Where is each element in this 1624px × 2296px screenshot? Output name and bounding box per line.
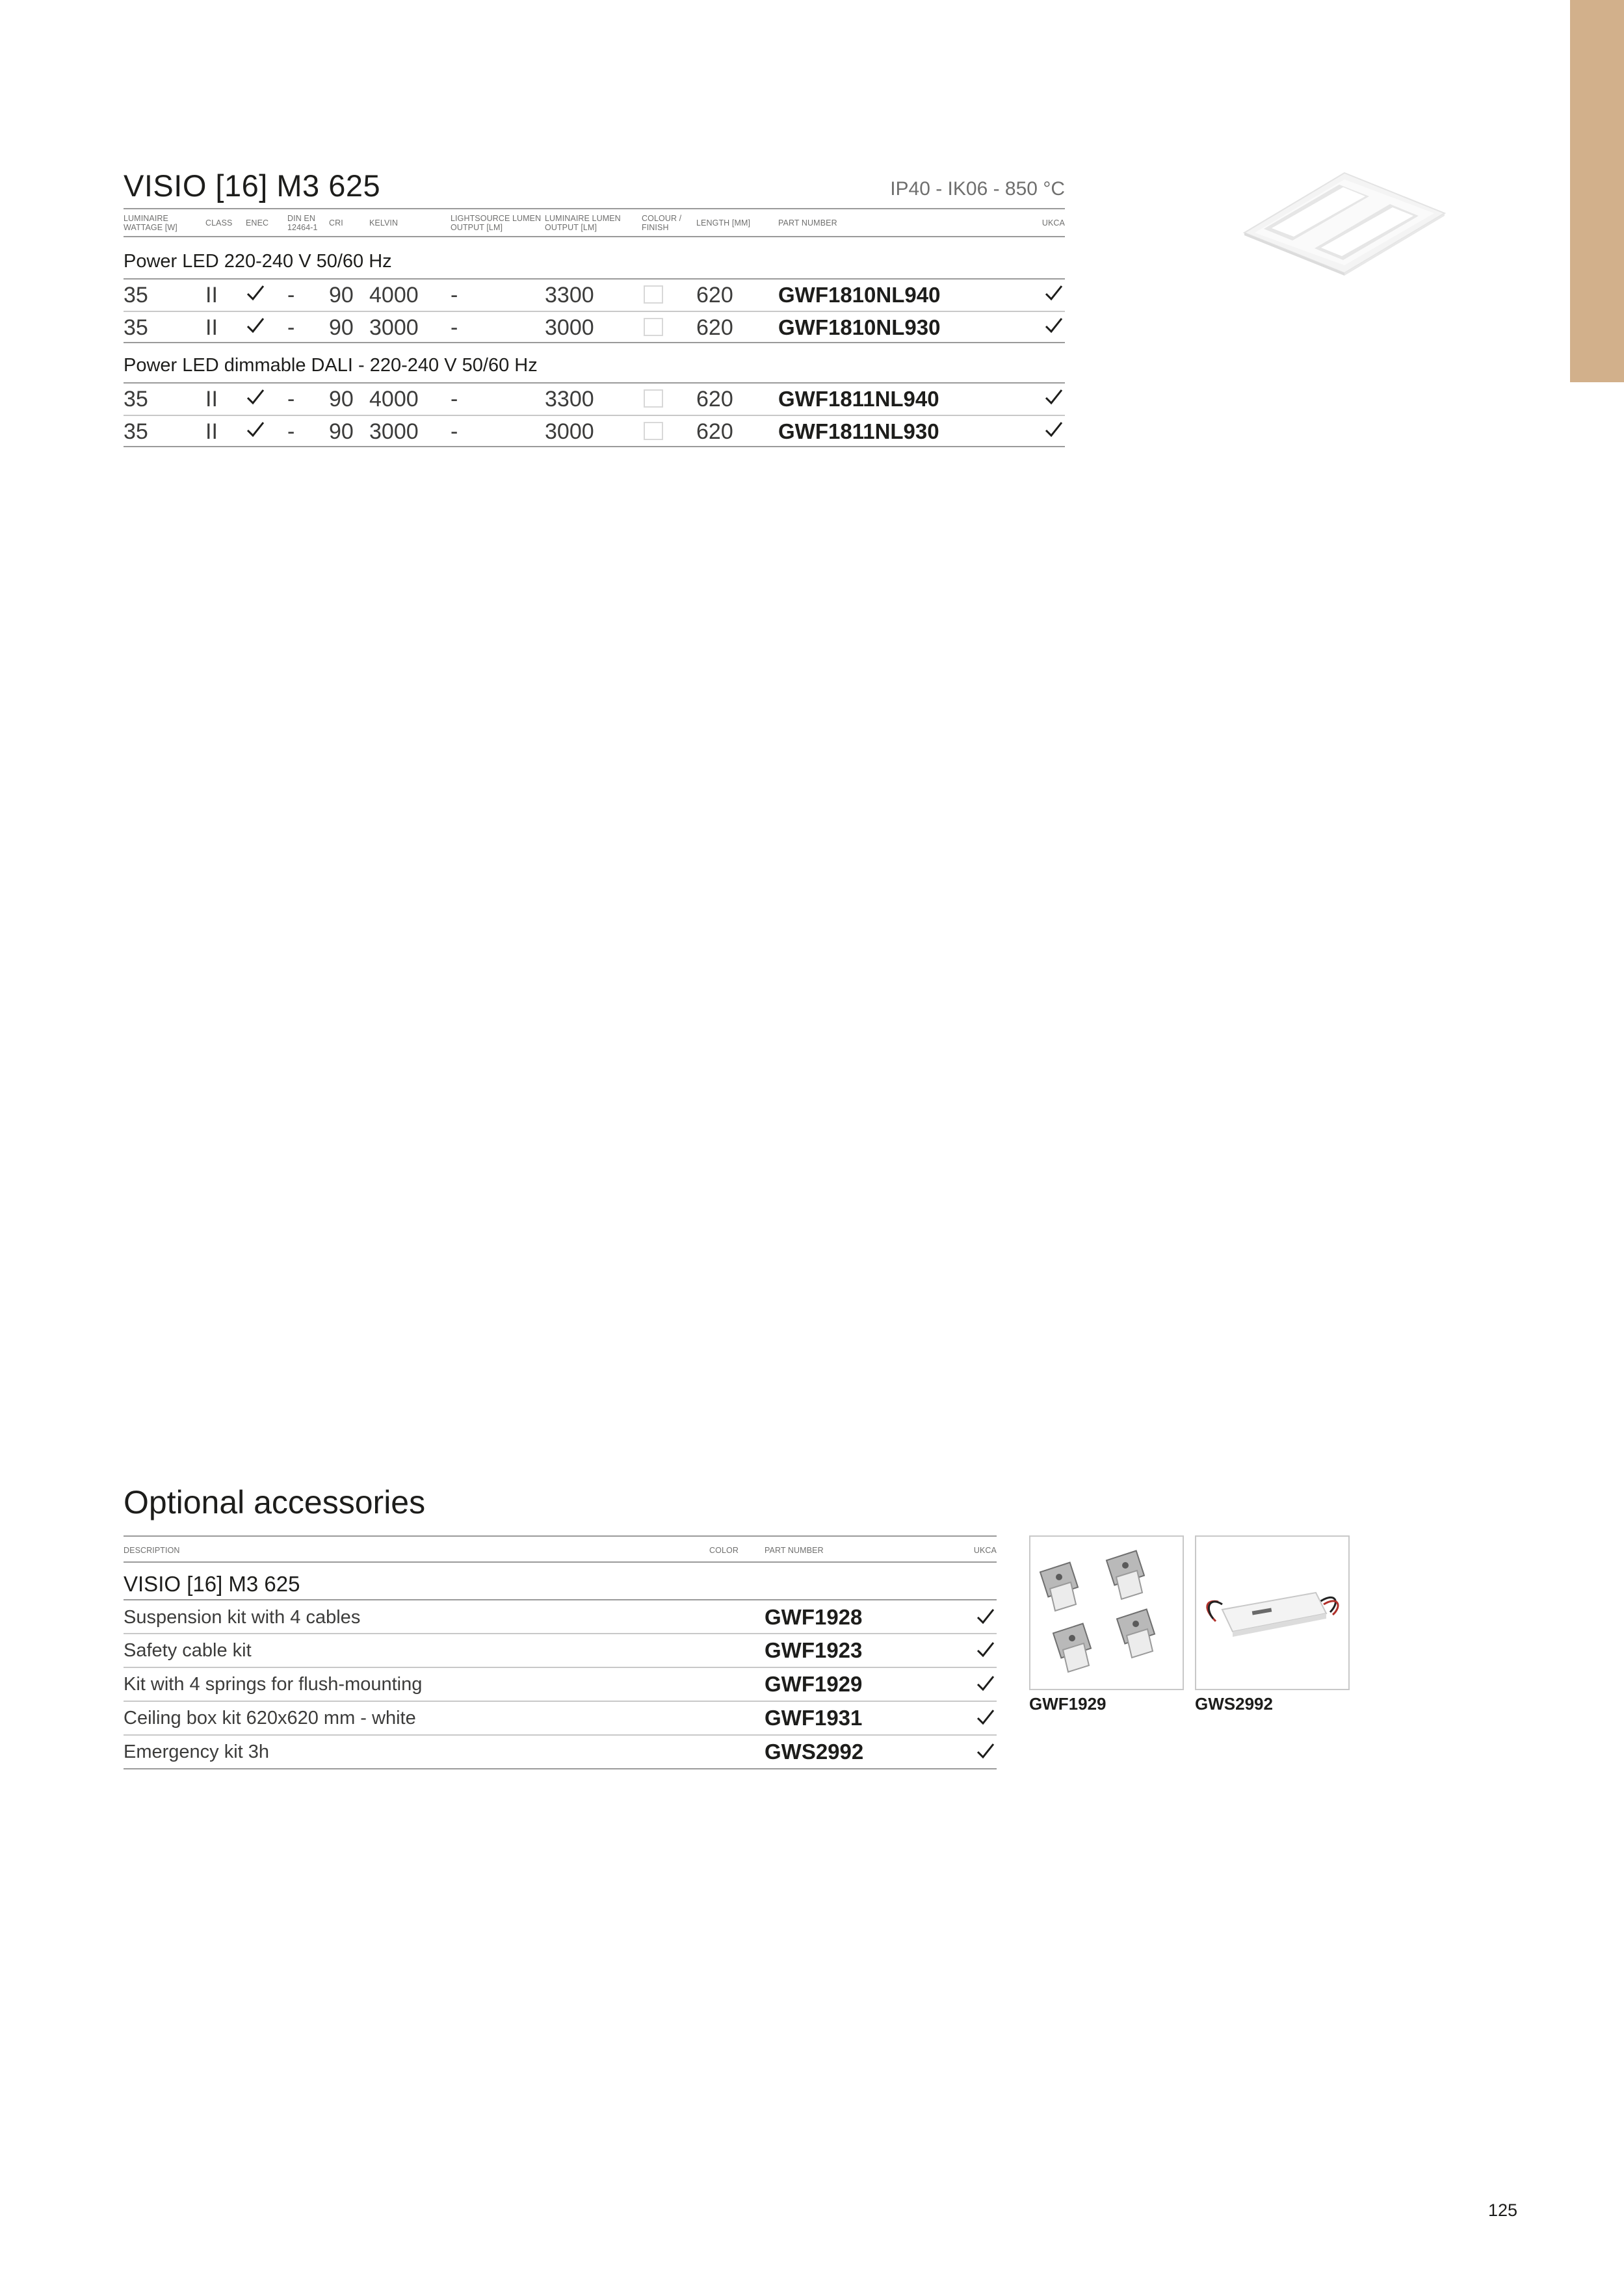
cell-part-number: GWF1810NL930 [778, 315, 941, 339]
thumbnail-caption: GWF1929 [1029, 1694, 1107, 1714]
table-row [124, 384, 1065, 415]
cell-cri: 90 [329, 387, 354, 411]
cell-class: II [205, 283, 218, 307]
header-ukca: UKCA [1041, 218, 1065, 228]
table-row [124, 280, 1065, 311]
colour-swatch [644, 389, 663, 408]
cell-class: II [205, 419, 218, 444]
group-label: Power LED 220-240 V 50/60 Hz [124, 251, 392, 272]
ukca-check-icon [1044, 387, 1064, 407]
thumbnail-gws2992 [1195, 1535, 1350, 1690]
enec-check-icon [246, 316, 265, 335]
cell-kelvin: 4000 [369, 283, 419, 307]
cell-wattage: 35 [124, 283, 148, 307]
list-item [124, 1735, 997, 1769]
acc-bottom-rule [124, 1768, 997, 1769]
cell-din: - [287, 315, 295, 340]
ukca-check-icon [976, 1742, 995, 1761]
enec-check-icon [246, 283, 265, 303]
cell-cri: 90 [329, 315, 354, 340]
cell-class: II [205, 315, 218, 340]
acc-header-color: COLOR [709, 1546, 739, 1555]
cell-cri: 90 [329, 283, 354, 307]
cell-lightsource-lumen: - [451, 315, 458, 340]
cell-lightsource-lumen: - [451, 419, 458, 444]
thumbnail-gwf1929 [1029, 1535, 1184, 1690]
header-colour-finish: COLOUR / FINISH [642, 214, 682, 232]
list-item [124, 1701, 997, 1735]
acc-top-rule [124, 1535, 997, 1537]
ukca-check-icon [976, 1607, 995, 1626]
header-lightsource-lumen: LIGHTSOURCE LUMEN OUTPUT [LM] [451, 214, 542, 232]
table-row [124, 416, 1065, 447]
accessories-title: Optional accessories [124, 1484, 426, 1520]
header-length: LENGTH [MM] [696, 218, 751, 228]
acc-description: Suspension kit with 4 cables [124, 1607, 361, 1628]
cell-cri: 90 [329, 419, 354, 444]
cell-wattage: 35 [124, 315, 148, 340]
cell-luminaire-lumen: 3300 [545, 387, 594, 411]
header-din: DIN EN 12464-1 [287, 214, 318, 232]
header-kelvin: KELVIN [369, 218, 399, 228]
acc-part-number: GWS2992 [765, 1740, 864, 1764]
cell-length: 620 [696, 387, 733, 411]
header-wattage: LUMINAIRE WATTAGE [W] [124, 214, 177, 232]
cell-wattage: 35 [124, 419, 148, 444]
acc-header-description: DESCRIPTION [124, 1546, 180, 1555]
colour-swatch [644, 422, 663, 440]
page-number: 125 [1488, 2200, 1518, 2220]
ukca-check-icon [976, 1708, 995, 1727]
acc-description: Kit with 4 springs for flush-mounting [124, 1674, 423, 1695]
cell-wattage: 35 [124, 387, 148, 411]
header-luminaire-lumen: LUMINAIRE LUMEN OUTPUT [LM] [545, 214, 621, 232]
colour-swatch [644, 285, 663, 304]
enec-check-icon [246, 420, 265, 439]
cell-length: 620 [696, 315, 733, 340]
ukca-check-icon [976, 1640, 995, 1660]
spring-clips-image [1030, 1537, 1183, 1689]
cell-lightsource-lumen: - [451, 387, 458, 411]
cell-kelvin: 4000 [369, 387, 419, 411]
cell-luminaire-lumen: 3000 [545, 419, 594, 444]
acc-part-number: GWF1931 [765, 1706, 863, 1730]
header-part-number: PART NUMBER [778, 218, 837, 228]
header-enec: ENEC [246, 218, 269, 228]
header-cri: CRI [329, 218, 343, 228]
ukca-check-icon [976, 1674, 995, 1693]
cell-part-number: GWF1811NL940 [778, 387, 939, 411]
enec-check-icon [246, 387, 265, 407]
cell-din: - [287, 419, 295, 444]
table-top-rule [124, 208, 1065, 209]
ukca-check-icon [1044, 420, 1064, 439]
cell-din: - [287, 387, 295, 411]
acc-description: Emergency kit 3h [124, 1742, 270, 1762]
group-bottom-rule [124, 342, 1065, 343]
product-image [1242, 170, 1447, 276]
thumbnail-caption: GWS2992 [1195, 1694, 1273, 1714]
cell-class: II [205, 387, 218, 411]
acc-part-number: GWF1928 [765, 1605, 863, 1629]
cell-kelvin: 3000 [369, 315, 419, 340]
group-label: Power LED dimmable DALI - 220-240 V 50/60 Hz [124, 355, 538, 376]
acc-header-part-number: PART NUMBER [765, 1546, 824, 1555]
colour-swatch [644, 318, 663, 336]
accessories-table [124, 1535, 997, 1769]
list-item [124, 1667, 997, 1701]
table-bottom-rule [124, 446, 1065, 447]
acc-header-rule [124, 1561, 997, 1563]
list-item [124, 1600, 997, 1634]
product-ratings: IP40 - IK06 - 850 °C [890, 178, 1065, 200]
cell-luminaire-lumen: 3300 [545, 283, 594, 307]
cell-part-number: GWF1811NL930 [778, 419, 939, 443]
acc-description: Ceiling box kit 620x620 mm - white [124, 1708, 416, 1729]
cell-din: - [287, 283, 295, 307]
list-item [124, 1634, 997, 1667]
acc-part-number: GWF1929 [765, 1672, 863, 1696]
cell-part-number: GWF1810NL940 [778, 283, 941, 307]
header-class: CLASS [205, 218, 233, 228]
product-table [124, 208, 1065, 449]
acc-group-label: VISIO [16] M3 625 [124, 1572, 300, 1596]
cell-length: 620 [696, 419, 733, 444]
ukca-check-icon [1044, 283, 1064, 303]
acc-part-number: GWF1923 [765, 1638, 863, 1662]
cell-kelvin: 3000 [369, 419, 419, 444]
acc-description: Safety cable kit [124, 1640, 252, 1661]
header-bottom-rule [124, 236, 1065, 237]
cell-length: 620 [696, 283, 733, 307]
cell-luminaire-lumen: 3000 [545, 315, 594, 340]
ukca-check-icon [1044, 316, 1064, 335]
acc-header-ukca: UKCA [973, 1546, 997, 1555]
table-row [124, 312, 1065, 343]
product-title: VISIO [16] M3 625 [124, 168, 381, 203]
emergency-module-image [1196, 1537, 1348, 1689]
section-color-tab [1570, 0, 1624, 382]
cell-lightsource-lumen: - [451, 283, 458, 307]
